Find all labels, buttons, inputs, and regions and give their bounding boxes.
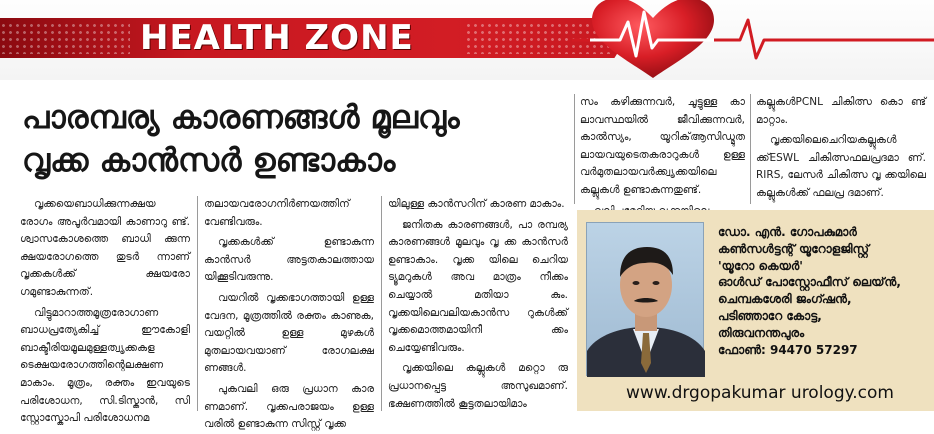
paragraph: വൃക്കയെബാധിക്കുന്നക്ഷയ രോഗം അപൂർവമായി കാണാറു ണ്ട്. ശ്വാസകോശത്തെ ബാധി ക്കുന്ന ക്ഷയരോഗത്തെ തുടർ ന്നാണ് വൃക്കകൾക്ക് ക്ഷയരോ ഗമുണ്ടാകുന്നത്.: [20, 198, 190, 298]
paragraph: വൃക്കയിലെ കല്ലുകൾ മറ്റൊ രു പ്രധാനപ്പെട്ട അസുഖമാണ്. ഭക്ഷണത്തിൽ കൂട്ടതലായിമാം: [388, 362, 568, 410]
column-divider: [381, 196, 382, 411]
paragraph: സം കഴിക്കുന്നവർ, ചൂട്ടുള്ള കാ ലാവസ്ഥയിൽ ജീവിക്കുന്നവർ, കാൽസ്യം, യൂറിക്ആസിഡ്മുത ലായവയുടെതകരാറുകൾ ഉള്ള വർമുതലായവർക്ക്വൃക്കയിലെ കല്ലുകൾ ഉണ്ടാകുന്നതുണ്ട്.: [580, 96, 745, 196]
article-headline: [22, 96, 572, 182]
website-link[interactable]: www.drgopakumar urology.com: [626, 383, 894, 403]
headline-line-1: പാരമ്പര്യ കാരണങ്ങൾ മൂലവും: [22, 98, 460, 136]
column-divider: [750, 94, 751, 204]
paragraph: വിട്ടുമാറാത്തമൂത്രരോഗാണ ബാധപ്രത്യേകിച്ച് ഈകോളി ബാക്ടീരിയമൂലമുള്ളത്വൃക്കകള ടെക്ഷയരോഗത്തിന്റെലക്ഷണ മാകാം. മൂത്രം, രക്തം ഇവയുടെ പരിശോധന, സി.ടിസ്കാൻ, സി സ്റ്റോസ്കോപി പരിശോധനമ: [20, 306, 190, 425]
doctor-photo: [586, 222, 704, 376]
paragraph: വൃക്കയിലെചെറിയകല്ലുകൾ ക്ക്ESWL ചികിത്സഫലപ്രദമാ ണ്. RIRS, ലേസർ ചികിത്സ വൃ ക്കയിലെ കല്ലുകൾക്ക് ഫലപ്ര ദമാണ്.: [756, 134, 926, 199]
paragraph: വൃക്കകൾക്ക് ഉണ്ടാകുന്ന കാൻസർ അട്ടതകാലത്തായ യിക്കൂടിവരുന്നു.: [204, 236, 374, 284]
article-column-4: [580, 94, 745, 204]
address-line-2: ചെമ്പകശേരി ജംഗ്ഷൻ,: [718, 292, 852, 307]
article-column-1: [20, 196, 190, 425]
banner-dot-pattern-left: [0, 22, 130, 54]
phone-number: ഫോൺ: 94470 57297: [718, 342, 858, 357]
clinic-name: 'യൂറോ കെയർ': [718, 258, 803, 273]
doctor-title: കൺസൾട്ടന്റ് യൂറോളജിസ്റ്റ്: [718, 241, 869, 256]
heart-ecg-icon: [572, 0, 934, 82]
paragraph: യിലുള്ള കാൻസറിന് കാരണ മാകാം.: [388, 198, 565, 210]
doctor-name: ഡോ. എൻ. ഗോപകുമാർ: [718, 225, 857, 239]
city: തിരുവനന്തപുരം: [718, 325, 805, 340]
article-column-2: [204, 196, 374, 431]
paragraph: തലായവരോഗനിർണയത്തിന് വേണ്ടിവരും.: [204, 198, 350, 228]
article-column-3: [388, 196, 568, 411]
column-divider: [197, 196, 198, 411]
paragraph: ജനിതക കാരണങ്ങൾ, പാ രമ്പര്യ കാരണങ്ങൾ മൂലവും വൃ ക്ക കാൻസർ ഉണ്ടാകാം. വൃക്ക യിലെ ചെറിയ ട്യൂമറുകൾ അവ മാത്രം നീക്കം ചെയ്യാൽ മതിയാ കും. വൃക്കയിലെവലിയകാൻസ റുകൾക്ക് വൃക്കമൊത്തമായിനീ ക്കം ചെയ്യേണ്ടിവരും.: [388, 218, 568, 354]
health-zone-banner: [0, 0, 934, 80]
headline-line-2: വൃക്ക കാൻസർ ഉണ്ടാകാം: [22, 141, 396, 179]
section-title: HEALTH ZONE: [140, 18, 414, 58]
address-line-3: പടിഞ്ഞാറേ കോട്ട,: [718, 308, 822, 323]
article-column-5: [756, 94, 926, 204]
paragraph: പുകവലി ഒരു പ്രധാന കാര ണമാണ്. വൃക്കപരാജയം ഉള്ള വരിൽ ഉണ്ടാകുന്ന സിസ്റ്റ് വൃക്ക: [204, 382, 374, 431]
column-divider: [574, 94, 575, 204]
paragraph: വയറിൽ വൃക്കഭാഗത്തായി ഉള്ള വേദന, മൂത്രത്തിൽ രക്തം കാണുക, വയറ്റിൽ ഉള്ള മുഴകൾ മുതലായവയാണ് രോഗലക്ഷ ണങ്ങൾ.: [204, 291, 374, 375]
address-line-1: ഓൾഡ് പോസ്റ്റോഫീസ് ലെയ്ൻ,: [718, 275, 901, 290]
doctor-contact: [718, 224, 926, 358]
paragraph: കല്ലുകൾPCNL ചികിത്സ കൊ ണ്ട് മാറ്റാം.: [756, 96, 926, 126]
